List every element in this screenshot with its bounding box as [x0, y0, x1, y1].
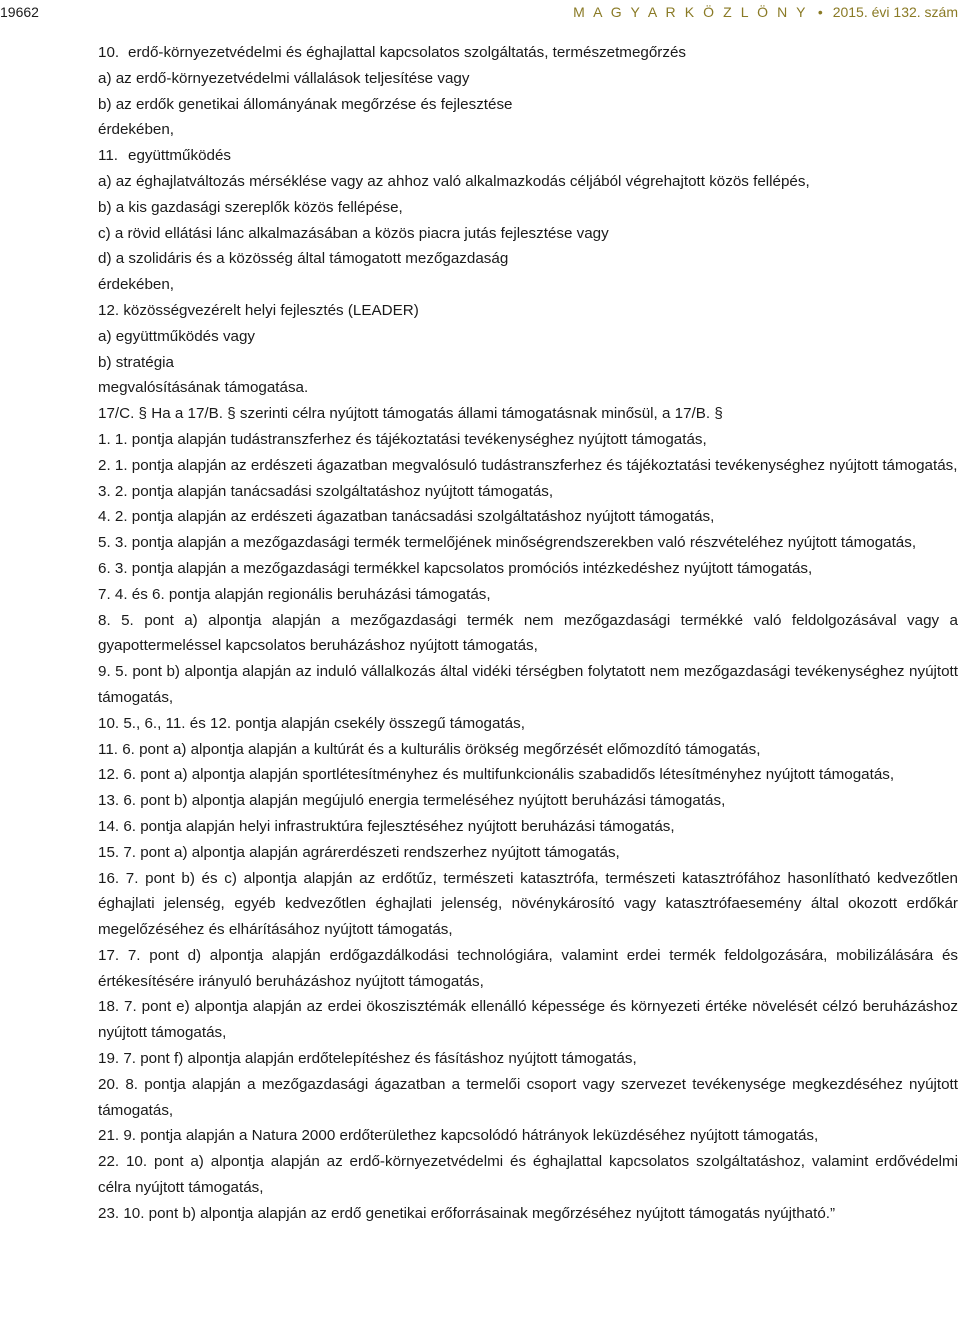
- list-item: 2. 1. pontja alapján az erdészeti ágazatban megvalósuló tudástranszferhez és tájékoztatási tevékenységhez nyújtott támogatás,: [98, 456, 958, 474]
- item-number: 10.: [98, 44, 120, 61]
- list-item: [98, 92, 958, 118]
- list-item: [98, 298, 958, 324]
- list-item: [98, 40, 958, 66]
- list-item: 3. 2. pontja alapján tanácsadási szolgáltatáshoz nyújtott támogatás,: [98, 482, 554, 500]
- list-item: 14. 6. pontja alapján helyi infrastruktúra fejlesztéséhez nyújtott beruházási támogatás,: [98, 817, 675, 835]
- section-number: 17/C.: [98, 405, 135, 423]
- section-heading-row: [98, 401, 958, 427]
- page-number: 19662: [0, 4, 39, 20]
- list-item: 5. 3. pontja alapján a mezőgazdasági termék termelőjének minőségrendszerekben való részvételéhez nyújtott támogatás,: [98, 534, 917, 552]
- item-text: a) az éghajlatváltozás mérséklése vagy az ahhoz való alkalmazkodás céljából végrehajtott közös fellépés,: [98, 172, 810, 190]
- issue-label: 2015. évi 132. szám: [832, 4, 958, 20]
- item-text: érdekében,: [98, 121, 174, 139]
- item-text: 12. közösségvezérelt helyi fejlesztés (LEADER): [98, 301, 419, 319]
- list-item: 22. 10. pont a) alpontja alapján az erdő-környezetvédelmi és éghajlattal kapcsolatos szolgáltatáshoz, valamint erdővédelmi célra nyújtott támogatás,: [98, 1153, 958, 1197]
- list-item: 19. 7. pont f) alpontja alapján erdőtelepítéshez és fásításhoz nyújtott támogatás,: [98, 1050, 637, 1068]
- item-text: a) együttműködés vagy: [98, 327, 256, 345]
- list-item: 11. 6. pont a) alpontja alapján a kultúrát és a kulturális örökség megőrzését előmozdító támogatás,: [98, 740, 761, 758]
- list-item: 12. 6. pont a) alpontja alapján sportlétesítményhez és multifunkcionális szabadidős létesítményhez nyújtott támogatás,: [98, 766, 895, 784]
- list-item: [98, 272, 958, 298]
- item-text: érdekében,: [98, 276, 174, 294]
- journal-title: M A G Y A R K Ö Z L Ö N Y: [573, 4, 809, 20]
- list-item: [98, 195, 958, 221]
- document-body: [98, 40, 958, 1227]
- list-item: 17. 7. pont d) alpontja alapján erdőgazdálkodási technológiára, valamint erdei termék feldolgozására, mobilizálására és értékesítésére irányuló beruházáshoz nyújtott támogatás,: [98, 946, 958, 990]
- section-text-continued: szerinti célra nyújtott támogatás állami támogatásnak minősül, a 17/B.: [239, 405, 711, 423]
- subsection-list: [98, 40, 958, 401]
- journal-info: [573, 2, 958, 22]
- list-item: [98, 169, 958, 195]
- list-item: 13. 6. pont b) alpontja alapján megújuló energia termeléséhez nyújtott beruházási támogatás,: [98, 792, 726, 810]
- item-text: a) az erdő-környezetvédelmi vállalások teljesítése vagy: [98, 69, 470, 87]
- section-sign: §: [714, 405, 723, 423]
- list-item: 18. 7. pont e) alpontja alapján az erdei ökoszisztémák ellenálló képessége és környezeti értéke növelését célzó beruházáshoz nyújtott támogatás,: [98, 998, 958, 1042]
- page-header: [0, 2, 960, 26]
- item-text: erdő-környezetvédelmi és éghajlattal kapcsolatos szolgáltatás, természetmegőrzés: [128, 44, 686, 61]
- item-text: b) az erdők genetikai állományának megőrzése és fejlesztése: [98, 95, 513, 113]
- aid-items-list: [98, 427, 958, 1227]
- list-item: [98, 246, 958, 272]
- list-item: [98, 66, 958, 92]
- list-item: [98, 324, 958, 350]
- list-item: [98, 117, 958, 143]
- list-item: 8. 5. pont a) alpontja alapján a mezőgazdasági termék nem mezőgazdasági termékké való feldolgozásával vagy a gyapottermeléssel kapcsolatos beruházáshoz nyújtott támogatás,: [98, 611, 958, 655]
- list-item: 10. 5., 6., 11. és 12. pontja alapján csekély összegű támogatás,: [98, 714, 525, 732]
- list-item: [98, 350, 958, 376]
- item-text: együttműködés: [128, 147, 231, 165]
- item-text: b) stratégia: [98, 353, 174, 371]
- list-item: 21. 9. pontja alapján a Natura 2000 erdőterülethez kapcsolódó hátrányok leküzdéséhez nyújtott támogatás,: [98, 1127, 819, 1145]
- list-item: 20. 8. pontja alapján a mezőgazdasági ágazatban a termelői csoport vagy szervezet tevékenysége megkezdéséhez nyújtott támogatás,: [98, 1075, 958, 1119]
- list-item: 16. 7. pont b) és c) alpontja alapján az erdőtűz, természeti katasztrófa, természeti katasztrófához hasonlítható kedvezőtlen éghajlati jelenség, egyéb kedvezőtlen éghajlati jelenség, növénykárosító vagy katasztrófaesemény által okozott erdőkár megelőzéséhez és elhárításához nyújtott támogatás,: [98, 869, 958, 939]
- list-item: 7. 4. és 6. pontja alapján regionális beruházási támogatás,: [98, 585, 491, 603]
- item-text: megvalósításának támogatása.: [98, 379, 309, 397]
- list-item: [98, 375, 958, 401]
- list-item: 4. 2. pontja alapján az erdészeti ágazatban tanácsadási szolgáltatáshoz nyújtott támogatás,: [98, 508, 715, 526]
- section-text: Ha a 17/B.: [151, 405, 223, 423]
- item-number: 11.: [98, 147, 118, 165]
- section-sign: §: [138, 405, 147, 423]
- list-item: 6. 3. pontja alapján a mezőgazdasági termékkel kapcsolatos promóciós intézkedéshez nyújtott támogatás,: [98, 559, 813, 577]
- list-item: 9. 5. pont b) alpontja alapján az induló vállalkozás által vidéki térségben folytatott nem mezőgazdasági tevékenységhez nyújtott támogatás,: [98, 663, 958, 706]
- item-text: c) a rövid ellátási lánc alkalmazásában a közös piacra jutás fejlesztése vagy: [98, 224, 609, 242]
- list-item: [98, 221, 958, 247]
- list-item: 15. 7. pont a) alpontja alapján agrárerdészeti rendszerhez nyújtott támogatás,: [98, 843, 620, 861]
- item-text: b) a kis gazdasági szereplők közös fellépése,: [98, 198, 403, 216]
- header-separator: •: [817, 4, 823, 20]
- item-text: d) a szolidáris és a közösség által támogatott mezőgazdaság: [98, 250, 509, 268]
- list-item: [98, 143, 958, 169]
- section-sign: §: [227, 405, 236, 423]
- list-item: 23. 10. pont b) alpontja alapján az erdő genetikai erőforrásainak megőrzéséhez nyújtott támogatás nyújtható.”: [98, 1204, 836, 1222]
- list-item: 1. 1. pontja alapján tudástranszferhez és tájékoztatási tevékenységhez nyújtott támogatás,: [98, 430, 707, 448]
